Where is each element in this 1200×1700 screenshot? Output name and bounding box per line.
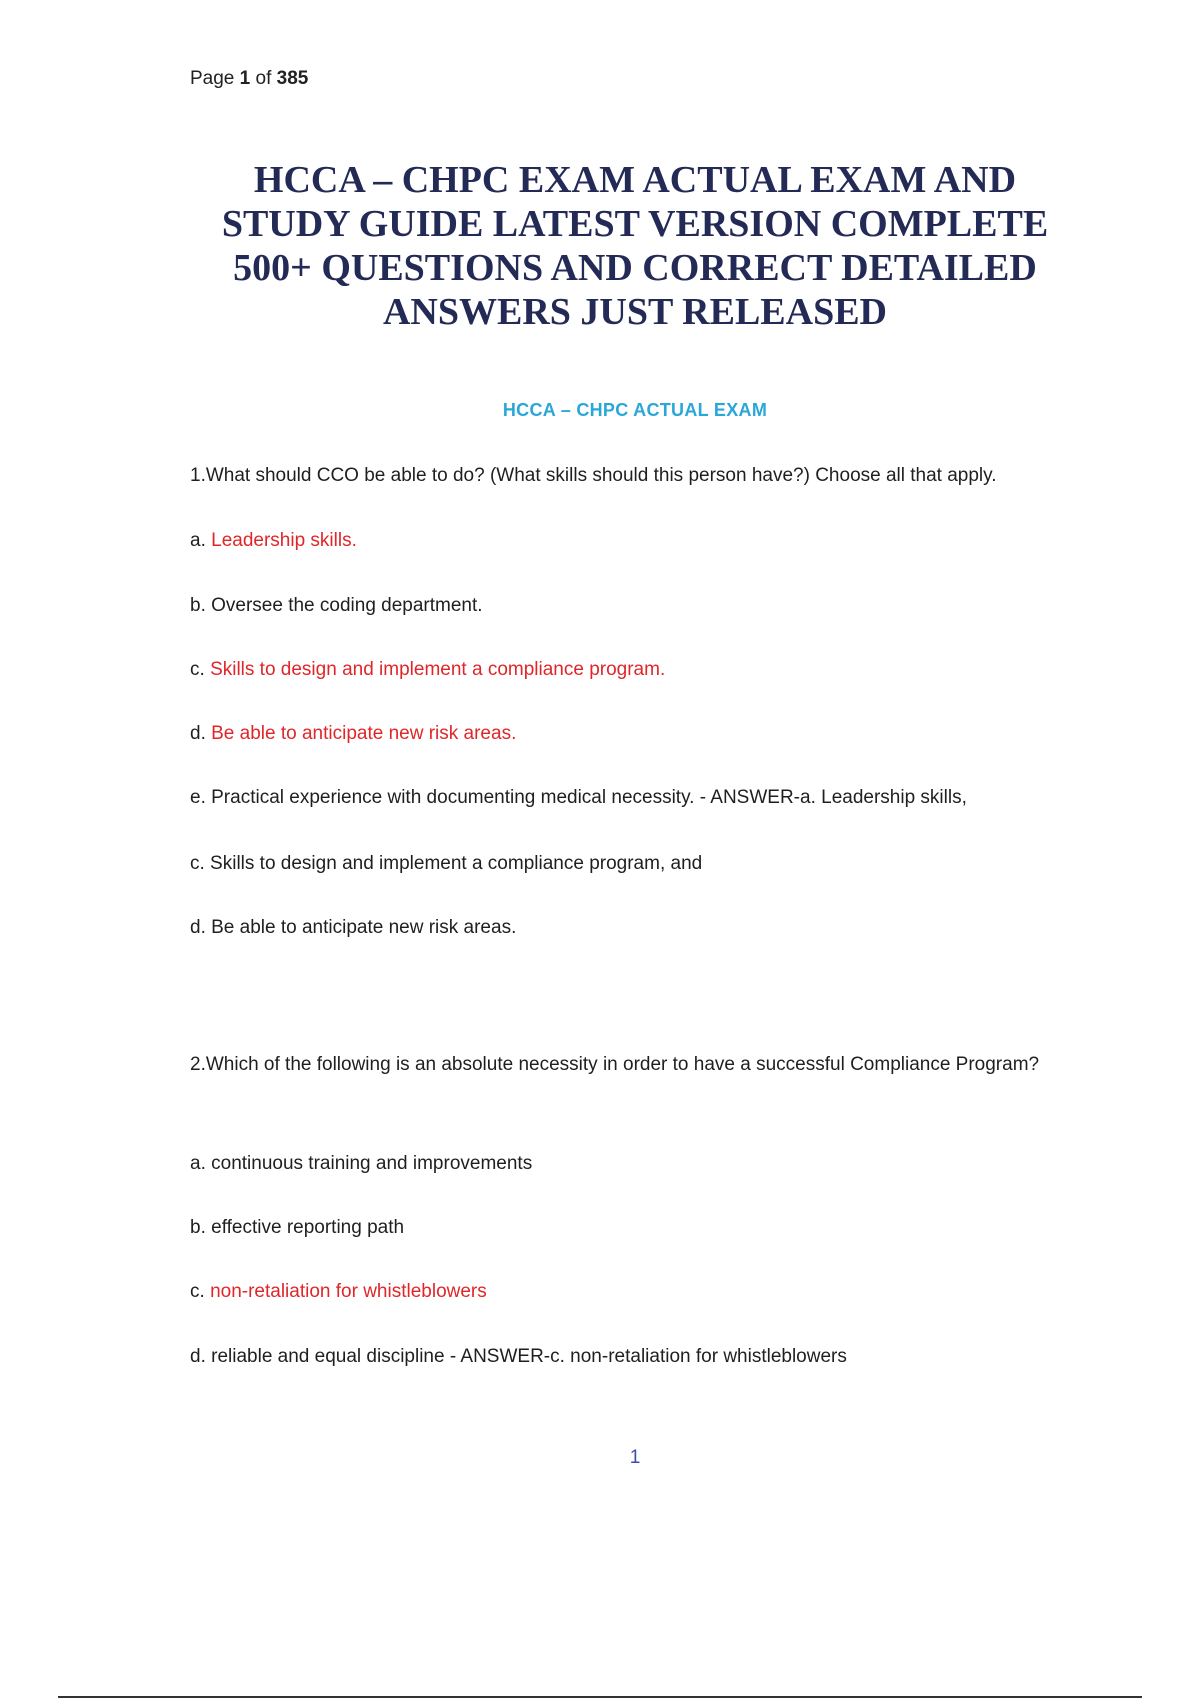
question-1-option-b: [190, 595, 483, 617]
correct-option-text: Be able to anticipate new risk areas.: [211, 723, 517, 744]
option-prefix: b.: [190, 595, 212, 616]
page-of: of: [250, 68, 277, 89]
bottom-divider: [58, 1696, 1142, 1698]
question-2-option-d: [190, 1346, 847, 1368]
page-current: 1: [239, 68, 251, 89]
page-prefix: Page: [190, 68, 240, 89]
question-1-option-d: [190, 723, 516, 745]
option-prefix: a.: [190, 530, 212, 551]
correct-option-text: Leadership skills.: [211, 530, 357, 551]
document-title: HCCA – CHPC EXAM ACTUAL EXAM AND STUDY GUIDE LATEST VERSION COMPLETE 500+ QUESTIONS AND CORRECT DETAILED ANSWERS JUST RELEASED: [221, 159, 1049, 333]
option-prefix: c.: [190, 1281, 211, 1302]
question-1-answer-line-2: d. Be able to anticipate new risk areas.: [190, 917, 517, 938]
option-prefix: d.: [190, 723, 212, 744]
question-1-prompt: 1.What should CCO be able to do? (What skills should this person have?) Choose all that apply.: [190, 465, 997, 486]
correct-option-text: Skills to design and implement a compliance program.: [210, 659, 666, 680]
question-2-option-a: [190, 1153, 532, 1175]
option-text: d. reliable and equal discipline - ANSWER-c. non-retaliation for whistleblowers: [190, 1346, 847, 1367]
option-text: b. effective reporting path: [190, 1217, 405, 1238]
question-2-option-b: [190, 1217, 404, 1239]
page-total: 385: [276, 68, 309, 89]
question-1-option-c: [190, 659, 665, 681]
question-1-option-e: [190, 787, 967, 809]
question-1-answer-line-1: c. Skills to design and implement a compliance program, and: [190, 853, 703, 874]
question-1-option-a: [190, 530, 357, 552]
option-prefix: c.: [190, 659, 211, 680]
option-text: e. Practical experience with documenting medical necessity. - ANSWER-a. Leadership skills,: [190, 787, 967, 808]
question-2-prompt: 2.Which of the following is an absolute necessity in order to have a successful Compliance Program?: [190, 1054, 1040, 1075]
correct-option-text: non-retaliation for whistleblowers: [210, 1281, 487, 1302]
question-2-option-c: [190, 1281, 487, 1303]
document-subtitle: HCCA – CHPC ACTUAL EXAM: [502, 400, 768, 420]
option-text: a. continuous training and improvements: [190, 1153, 533, 1174]
page-indicator: [190, 68, 308, 90]
option-text: Oversee the coding department.: [211, 595, 483, 616]
footer-page-number: 1: [629, 1447, 641, 1468]
